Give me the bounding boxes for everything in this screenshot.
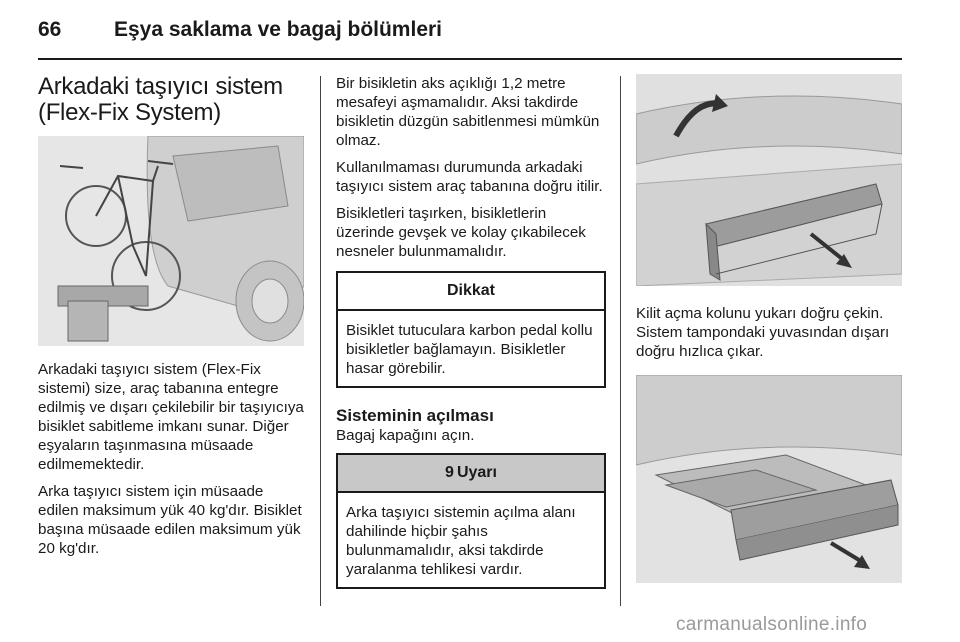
subsection-heading: Sisteminin açılması (336, 406, 494, 425)
column-2 (336, 74, 606, 589)
carrier-extended-drawing-icon (636, 375, 902, 583)
page-number: 66 (38, 18, 62, 41)
header-divider (38, 58, 902, 60)
section-title (38, 74, 304, 126)
paragraph: Bir bisikletin aks açıklığı 1,2 metre mesafeyi aşmamalıdır. Aksi takdirde bisikletin düzgün sabitlenmesi mümkün olmaz. (336, 75, 600, 149)
warning-triangle-icon: 9 (445, 464, 454, 481)
extended-carrier-illustration (636, 375, 902, 583)
paragraph: Bisikletleri taşırken, bisikletlerin üzerinde gevşek ve kolay çıkabilecek nesneler bulunmamalıdır. (336, 205, 586, 260)
section-title-line-2: (Flex-Fix System) (38, 99, 221, 126)
bike-carrier-illustration (38, 136, 304, 346)
chapter-title: Eşya saklama ve bagaj bölümleri (114, 18, 443, 41)
paragraph: Kullanılmaması durumunda arkadaki taşıyıcı sistem araç tabanına doğru itilir. (336, 159, 603, 195)
lever-pull-drawing-icon (636, 74, 902, 286)
column-3 (636, 74, 906, 583)
caution-box (336, 271, 606, 388)
paragraph: Kilit açma kolunu yukarı doğru çekin. Sistem tampondaki yuvasından dışarı doğru hızlıca çıkar. (636, 305, 890, 360)
bike-car-drawing-icon (38, 136, 304, 346)
column-divider-1 (320, 76, 321, 606)
warning-text: Arka taşıyıcı sistemin açılma alanı dahilinde hiçbir şahıs bulunmamalıdır, aksi takdirde yaralanma tehlikesi vardır. (346, 504, 576, 578)
page-header (38, 18, 904, 58)
release-lever-illustration (636, 74, 902, 286)
warning-header (338, 455, 604, 493)
warning-box (336, 453, 606, 589)
warning-title: Uyarı (456, 464, 497, 481)
paragraph: Arka taşıyıcı sistem için müsaade edilen maksimum yük 40 kg'dır. Bisiklet başına müsaade edilen maksimum yük 20 kg'dır. (38, 483, 302, 557)
column-1 (38, 74, 304, 566)
paragraph: Arkadaki taşıyıcı sistem (Flex-Fix sistemi) size, araç tabanına entegre edilmiş ve dışarı çekilebilir bir taşıyıcıya bisiklet sabitleme imkanı sunar. Diğer eşyaların taşınmasına müsaade edilmemektedir. (38, 361, 304, 473)
paragraph: Bagaj kapağını açın. (336, 427, 475, 444)
caution-title: Dikkat (338, 273, 604, 311)
section-title-line-1: Arkadaki taşıyıcı sistem (38, 73, 283, 100)
column-divider-2 (620, 76, 621, 606)
watermark: carmanualsonline.info (676, 614, 868, 635)
caution-text: Bisiklet tutuculara karbon pedal kollu bisikletler bağlamayın. Bisikletler hasar görebilir. (346, 322, 593, 377)
